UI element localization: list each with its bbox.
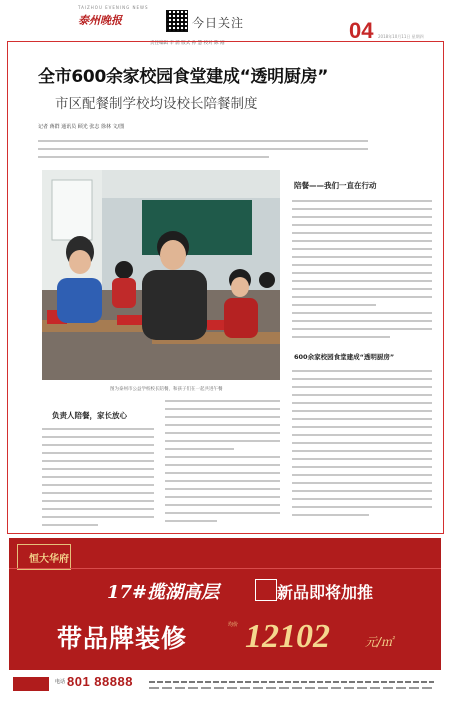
- ad-phase-line: 17#揽湖高层: [107, 582, 220, 603]
- ad-price-label: 均价: [228, 622, 239, 628]
- editor-credits: 责任编辑 辛 蔚 版式 孙 慧 校对 陈 刚: [150, 41, 225, 46]
- section-heading-1: 负责人陪餐，家长放心: [52, 411, 127, 420]
- ad-price: 12102: [245, 618, 330, 655]
- advertisement[interactable]: [9, 538, 441, 698]
- body-text-right-1: [292, 200, 432, 344]
- masthead: [0, 0, 450, 46]
- article-byline: 记者 蒋群 通讯员 顾光 张志 徐林 文/图: [38, 124, 125, 130]
- ad-new-badge-icon: [255, 579, 277, 601]
- ad-price-unit: 元/㎡: [365, 635, 394, 649]
- ad-phase-extra: 新品即将加推: [277, 583, 374, 602]
- newspaper-logo: 泰州晚报: [78, 14, 122, 27]
- ad-footer-text: [149, 681, 434, 683]
- section-heading-3: 600余家校园食堂建成“透明厨房”: [294, 353, 395, 361]
- ad-divider: [9, 568, 441, 569]
- photo-illustration: [42, 170, 280, 380]
- ad-main-slogan: 带品牌装修: [57, 624, 188, 653]
- ad-phone-number[interactable]: 801 88888: [67, 674, 133, 689]
- page-date: 2018年10月11日 星期四: [378, 34, 424, 39]
- lead-paragraph: [38, 140, 368, 164]
- ad-brand-name: 恒大华府: [29, 554, 69, 565]
- section-heading-2: 陪餐——我们一直在行动: [294, 181, 377, 190]
- body-text-middle: [165, 400, 280, 528]
- logo-subtitle: TAIZHOU EVENING NEWS: [78, 5, 149, 10]
- body-text-left: [42, 428, 154, 532]
- section-title: 今日关注: [192, 16, 245, 30]
- article-subheadline: 市区配餐制学校均设校长陪餐制度: [55, 96, 258, 112]
- article-headline: 全市600余家校园食堂建成“透明厨房”: [38, 67, 329, 87]
- developer-logo-icon: [13, 677, 49, 691]
- body-text-right-2: [292, 370, 432, 522]
- ad-phone-label: 电话: [55, 679, 66, 685]
- ad-footer: [9, 668, 441, 698]
- photo-caption: 图为泰州市公益学校校长陪餐，和孩子们在一起共进午餐: [110, 387, 223, 392]
- page-number: 04: [349, 18, 374, 43]
- qr-code-icon: [166, 10, 188, 32]
- article-photo: [42, 170, 280, 380]
- ad-footer-text-2: [149, 687, 434, 689]
